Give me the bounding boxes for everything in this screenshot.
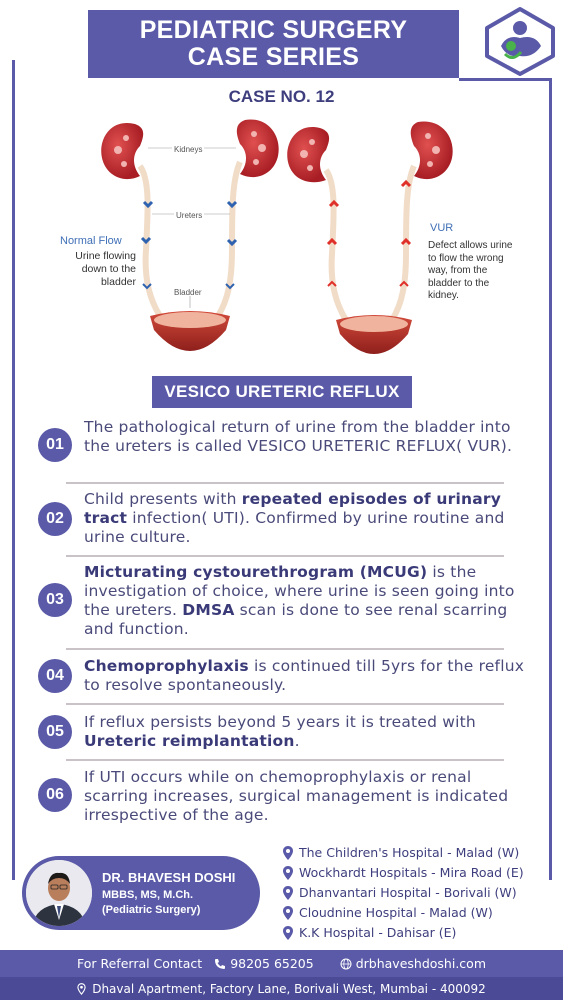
address-bar (0, 977, 563, 1000)
title-line1: PEDIATRIC SURGERY (139, 16, 408, 44)
hospital-item (283, 905, 493, 920)
divider (66, 759, 504, 761)
frame-line-top (459, 78, 552, 81)
location-pin-icon (283, 926, 293, 940)
vur-title: VUR (430, 222, 454, 234)
point-text: The pathological return of urine from the bladder into the ureters is called VESICO URETERIC REFLUX( VUR). (84, 418, 513, 455)
referral-label: For Referral Contact (76, 956, 203, 971)
point-number: 01 (38, 428, 72, 462)
location-pin-icon (77, 983, 86, 995)
vur-desc: Defect allows urine to flow the wrong way, from the bladder to the kidney. (428, 240, 513, 301)
vur-kidney-right (411, 121, 453, 179)
point-number: 06 (38, 778, 72, 812)
title-banner (88, 10, 459, 78)
doctor-photo-icon (26, 860, 92, 926)
divider (66, 482, 504, 484)
hospital-label: Cloudnine Hospital - Malad (W) (299, 905, 493, 920)
doctor-degree (102, 888, 200, 918)
hospital-item (283, 865, 524, 880)
point-text (84, 657, 535, 695)
vur-bladder (336, 315, 412, 354)
text-run: scan is done to see renal scarring and function. (84, 601, 508, 638)
normal-flow-desc: Urine flowing down to the bladder (75, 250, 136, 288)
location-pin-icon (283, 846, 293, 860)
label-ureters: Ureters (176, 211, 203, 220)
text-run: Child presents with (84, 490, 242, 508)
point-text (84, 490, 535, 547)
hospital-label: Wockhardt Hospitals - Mira Road (E) (299, 865, 524, 880)
text-bold: Micturating cystourethrogram (MCUG) (84, 563, 428, 581)
avatar (26, 860, 92, 926)
website-url: drbhaveshdoshi.com (355, 956, 486, 971)
globe-icon (340, 958, 352, 970)
frame-line-left (12, 60, 15, 880)
label-kidneys: Kidneys (174, 145, 203, 154)
divider (66, 555, 504, 557)
hospital-label: K.K Hospital - Dahisar (E) (299, 925, 457, 940)
normal-kidney-right (237, 119, 279, 177)
hospital-label: The Children's Hospital - Malad (W) (299, 845, 520, 860)
text-run: is the investigation of choice, where urine is seen going into the ureters. (84, 563, 515, 619)
label-bladder: Bladder (174, 288, 202, 297)
phone-icon (214, 958, 226, 970)
point-number: 05 (38, 715, 72, 749)
website-link[interactable] (340, 956, 486, 971)
normal-bladder (150, 311, 230, 351)
hospital-label: Dhanvantari Hospital - Borivali (W) (299, 885, 517, 900)
logo-icon (483, 6, 557, 76)
text-run: is continued till 5yrs for the reflux to resolve spontaneously. (84, 657, 525, 694)
location-pin-icon (283, 906, 293, 920)
specialty-line: (Pediatric Surgery) (102, 904, 201, 916)
point-number: 02 (38, 502, 72, 536)
degree-line: MBBS, MS, M.Ch. (102, 889, 194, 901)
normal-flow-title: Normal Flow (60, 235, 122, 247)
divider (66, 703, 504, 705)
text-bold: Chemoprophylaxis (84, 657, 249, 675)
section-banner: VESICO URETERIC REFLUX (152, 376, 412, 408)
normal-kidney-left (101, 123, 143, 179)
hospital-item (283, 925, 456, 940)
point-number: 03 (38, 583, 72, 617)
title-line2: CASE SERIES (187, 43, 360, 71)
location-pin-icon (283, 866, 293, 880)
address-text: Dhaval Apartment, Factory Lane, Borivali West, Mumbai - 400092 (92, 981, 486, 996)
text-run: . (294, 732, 300, 750)
doctor-name: DR. BHAVESH DOSHI (102, 870, 236, 885)
referral-bar (0, 950, 563, 977)
text-run: infection( UTI). Confirmed by urine routine and urine culture. (84, 509, 505, 546)
divider (66, 648, 504, 650)
text-bold: repeated episodes of urinary tract (84, 490, 502, 527)
text-bold: Ureteric reimplantation (84, 732, 295, 750)
hospital-item (283, 845, 519, 860)
point-text: If UTI occurs while on chemoprophylaxis or renal scarring increases, surgical management is indicated irrespective of the age. (84, 768, 509, 824)
text-run: If reflux persists beyond 5 years it is treated with (84, 713, 476, 731)
location-pin-icon (283, 886, 293, 900)
hospital-item (283, 885, 517, 900)
case-number: CASE NO. 12 (228, 87, 335, 106)
frame-line-right (549, 80, 552, 880)
phone-contact[interactable] (214, 956, 314, 971)
point-number: 04 (38, 659, 72, 693)
text-bold: DMSA (182, 601, 235, 619)
point-text (84, 713, 535, 751)
point-text (84, 563, 535, 639)
vur-kidney-left (287, 127, 329, 182)
phone-number: 98205 65205 (230, 956, 314, 971)
